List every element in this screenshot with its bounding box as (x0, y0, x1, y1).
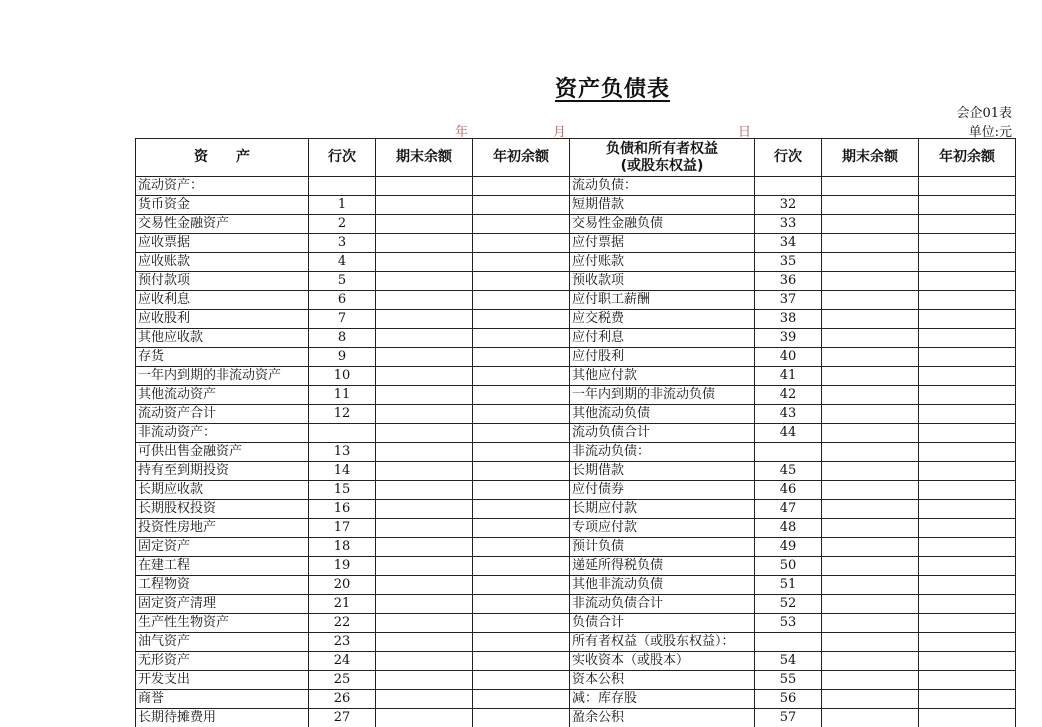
asset-name: 开发支出 (136, 671, 309, 690)
liability-end-balance[interactable] (822, 519, 919, 538)
table-row (136, 443, 1016, 462)
table-row (136, 215, 1016, 234)
liability-name: 非流动负债： (570, 443, 755, 462)
liability-line-no: 50 (755, 557, 822, 576)
asset-end-balance[interactable] (376, 291, 473, 310)
liability-end-balance[interactable] (822, 348, 919, 367)
liability-line-no: 38 (755, 310, 822, 329)
asset-line-no: 15 (309, 481, 376, 500)
asset-end-balance[interactable] (376, 367, 473, 386)
liability-line-no: 34 (755, 234, 822, 253)
liability-begin-balance[interactable] (919, 557, 1016, 576)
liability-end-balance[interactable] (822, 595, 919, 614)
liability-line-no: 57 (755, 709, 822, 727)
liability-end-balance[interactable] (822, 614, 919, 633)
liability-name: 流动负债合计 (570, 424, 755, 443)
asset-name: 商誉 (136, 690, 309, 709)
liability-name: 一年内到期的非流动负债 (570, 386, 755, 405)
table-row (136, 405, 1016, 424)
table-row (136, 177, 1016, 196)
liability-begin-balance[interactable] (919, 367, 1016, 386)
liability-name: 所有者权益（或股东权益）： (570, 633, 755, 652)
table-row (136, 652, 1016, 671)
liability-end-balance[interactable] (822, 215, 919, 234)
asset-end-balance[interactable] (376, 405, 473, 424)
table-row (136, 367, 1016, 386)
asset-begin-balance[interactable] (473, 443, 570, 462)
liability-name: 长期应付款 (570, 500, 755, 519)
liability-begin-balance[interactable] (919, 614, 1016, 633)
asset-name: 应收股利 (136, 310, 309, 329)
asset-begin-balance[interactable] (473, 500, 570, 519)
table-row (136, 595, 1016, 614)
asset-end-balance[interactable] (376, 595, 473, 614)
liability-begin-balance[interactable] (919, 709, 1016, 727)
asset-name: 货币资金 (136, 196, 309, 215)
liability-name: 预收款项 (570, 272, 755, 291)
asset-name: 应收利息 (136, 291, 309, 310)
liability-begin-balance[interactable] (919, 462, 1016, 481)
liability-line-no: 54 (755, 652, 822, 671)
asset-end-balance[interactable] (376, 652, 473, 671)
table-row (136, 500, 1016, 519)
header-end-right: 期末余额 (822, 139, 919, 177)
liability-name: 非流动负债合计 (570, 595, 755, 614)
table-row (136, 424, 1016, 443)
asset-line-no: 12 (309, 405, 376, 424)
liability-begin-balance[interactable] (919, 348, 1016, 367)
liability-begin-balance[interactable] (919, 690, 1016, 709)
liability-end-balance[interactable] (822, 671, 919, 690)
liability-begin-balance[interactable] (919, 310, 1016, 329)
asset-end-balance[interactable] (376, 177, 473, 196)
asset-line-no: 9 (309, 348, 376, 367)
liability-begin-balance[interactable] (919, 576, 1016, 595)
table-row (136, 234, 1016, 253)
asset-begin-balance[interactable] (473, 177, 570, 196)
asset-line-no: 22 (309, 614, 376, 633)
asset-end-balance[interactable] (376, 424, 473, 443)
table-row (136, 291, 1016, 310)
liability-name: 盈余公积 (570, 709, 755, 727)
asset-name: 存货 (136, 348, 309, 367)
asset-end-balance[interactable] (376, 576, 473, 595)
header-line-right: 行次 (755, 139, 822, 177)
asset-end-balance[interactable] (376, 386, 473, 405)
asset-end-balance[interactable] (376, 519, 473, 538)
asset-name: 油气资产 (136, 633, 309, 652)
asset-end-balance[interactable] (376, 348, 473, 367)
liability-end-balance[interactable] (822, 177, 919, 196)
asset-end-balance[interactable] (376, 709, 473, 727)
asset-end-balance[interactable] (376, 215, 473, 234)
table-row (136, 481, 1016, 500)
table-row (136, 272, 1016, 291)
asset-end-balance[interactable] (376, 272, 473, 291)
asset-end-balance[interactable] (376, 462, 473, 481)
asset-line-no: 16 (309, 500, 376, 519)
liability-line-no (755, 633, 822, 652)
liability-begin-balance[interactable] (919, 196, 1016, 215)
liability-line-no: 47 (755, 500, 822, 519)
asset-line-no: 17 (309, 519, 376, 538)
liability-end-balance[interactable] (822, 424, 919, 443)
asset-begin-balance[interactable] (473, 557, 570, 576)
header-begin-left: 年初余额 (473, 139, 570, 177)
asset-name: 流动资产合计 (136, 405, 309, 424)
asset-name: 流动资产： (136, 177, 309, 196)
liability-begin-balance[interactable] (919, 500, 1016, 519)
table-row (136, 633, 1016, 652)
asset-name: 固定资产 (136, 538, 309, 557)
asset-end-balance[interactable] (376, 671, 473, 690)
liability-end-balance[interactable] (822, 462, 919, 481)
table-row (136, 671, 1016, 690)
liability-begin-balance[interactable] (919, 177, 1016, 196)
liability-name: 应交税费 (570, 310, 755, 329)
liability-begin-balance[interactable] (919, 443, 1016, 462)
asset-end-balance[interactable] (376, 329, 473, 348)
asset-name: 在建工程 (136, 557, 309, 576)
liability-name: 长期借款 (570, 462, 755, 481)
asset-line-no: 19 (309, 557, 376, 576)
liability-end-balance[interactable] (822, 367, 919, 386)
liability-end-balance[interactable] (822, 633, 919, 652)
liability-begin-balance[interactable] (919, 215, 1016, 234)
asset-begin-balance[interactable] (473, 671, 570, 690)
asset-line-no (309, 177, 376, 196)
table-row (136, 709, 1016, 727)
liability-name: 其他流动负债 (570, 405, 755, 424)
table-row (136, 462, 1016, 481)
liability-begin-balance[interactable] (919, 272, 1016, 291)
asset-begin-balance[interactable] (473, 519, 570, 538)
liability-end-balance[interactable] (822, 196, 919, 215)
liability-name: 专项应付款 (570, 519, 755, 538)
asset-name: 应收账款 (136, 253, 309, 272)
asset-line-no: 21 (309, 595, 376, 614)
asset-begin-balance[interactable] (473, 633, 570, 652)
liability-name: 递延所得税负债 (570, 557, 755, 576)
liability-begin-balance[interactable] (919, 386, 1016, 405)
asset-begin-balance[interactable] (473, 348, 570, 367)
liability-begin-balance[interactable] (919, 253, 1016, 272)
asset-line-no: 23 (309, 633, 376, 652)
liability-line-no (755, 177, 822, 196)
asset-begin-balance[interactable] (473, 329, 570, 348)
liability-end-balance[interactable] (822, 538, 919, 557)
header-liab-line1: 负债和所有者权益 (572, 141, 752, 158)
liability-line-no: 32 (755, 196, 822, 215)
date-year-label: 年 (455, 121, 468, 140)
asset-name: 长期待摊费用 (136, 709, 309, 727)
liability-end-balance[interactable] (822, 500, 919, 519)
asset-begin-balance[interactable] (473, 595, 570, 614)
liability-name: 应付账款 (570, 253, 755, 272)
liability-line-no: 52 (755, 595, 822, 614)
asset-line-no: 24 (309, 652, 376, 671)
table-row (136, 538, 1016, 557)
liability-line-no: 37 (755, 291, 822, 310)
liability-line-no: 55 (755, 671, 822, 690)
liability-name: 交易性金融负债 (570, 215, 755, 234)
table-row (136, 329, 1016, 348)
asset-begin-balance[interactable] (473, 215, 570, 234)
liability-end-balance[interactable] (822, 386, 919, 405)
liability-name: 应付股利 (570, 348, 755, 367)
asset-name: 其他流动资产 (136, 386, 309, 405)
header-liab-line2: (或股东权益) (572, 158, 752, 175)
asset-end-balance[interactable] (376, 196, 473, 215)
asset-end-balance[interactable] (376, 481, 473, 500)
asset-name: 预付款项 (136, 272, 309, 291)
liability-begin-balance[interactable] (919, 538, 1016, 557)
liability-name: 减：库存股 (570, 690, 755, 709)
liability-line-no: 49 (755, 538, 822, 557)
header-row (136, 139, 1016, 177)
liability-end-balance[interactable] (822, 576, 919, 595)
asset-line-no: 11 (309, 386, 376, 405)
liability-begin-balance[interactable] (919, 519, 1016, 538)
liability-line-no: 44 (755, 424, 822, 443)
asset-begin-balance[interactable] (473, 196, 570, 215)
liability-end-balance[interactable] (822, 253, 919, 272)
asset-line-no: 20 (309, 576, 376, 595)
asset-name: 固定资产清理 (136, 595, 309, 614)
liability-name: 其他应付款 (570, 367, 755, 386)
form-code: 会企01表 (956, 102, 1012, 121)
liability-begin-balance[interactable] (919, 595, 1016, 614)
liability-name: 流动负债： (570, 177, 755, 196)
liability-end-balance[interactable] (822, 652, 919, 671)
asset-name: 工程物资 (136, 576, 309, 595)
asset-name: 无形资产 (136, 652, 309, 671)
asset-line-no: 25 (309, 671, 376, 690)
asset-end-balance[interactable] (376, 443, 473, 462)
liability-line-no: 41 (755, 367, 822, 386)
asset-name: 持有至到期投资 (136, 462, 309, 481)
asset-name: 其他应收款 (136, 329, 309, 348)
unit-label: 单位:元 (969, 121, 1012, 140)
asset-name: 生产性生物资产 (136, 614, 309, 633)
asset-line-no: 14 (309, 462, 376, 481)
liability-line-no: 53 (755, 614, 822, 633)
asset-begin-balance[interactable] (473, 367, 570, 386)
table-row (136, 386, 1016, 405)
liability-line-no: 35 (755, 253, 822, 272)
table-row (136, 310, 1016, 329)
asset-end-balance[interactable] (376, 557, 473, 576)
liability-line-no: 45 (755, 462, 822, 481)
asset-begin-balance[interactable] (473, 576, 570, 595)
asset-begin-balance[interactable] (473, 709, 570, 727)
date-month-label: 月 (553, 121, 566, 140)
asset-name: 可供出售金融资产 (136, 443, 309, 462)
asset-end-balance[interactable] (376, 633, 473, 652)
liability-begin-balance[interactable] (919, 329, 1016, 348)
liability-begin-balance[interactable] (919, 405, 1016, 424)
table-row (136, 614, 1016, 633)
asset-begin-balance[interactable] (473, 424, 570, 443)
liability-end-balance[interactable] (822, 329, 919, 348)
liability-end-balance[interactable] (822, 443, 919, 462)
liability-name: 其他非流动负债 (570, 576, 755, 595)
liability-name: 应付利息 (570, 329, 755, 348)
liability-line-no: 40 (755, 348, 822, 367)
asset-line-no: 13 (309, 443, 376, 462)
table-row (136, 557, 1016, 576)
asset-end-balance[interactable] (376, 234, 473, 253)
liability-end-balance[interactable] (822, 272, 919, 291)
liability-end-balance[interactable] (822, 481, 919, 500)
asset-end-balance[interactable] (376, 253, 473, 272)
asset-line-no: 1 (309, 196, 376, 215)
asset-begin-balance[interactable] (473, 538, 570, 557)
table-row (136, 690, 1016, 709)
liability-begin-balance[interactable] (919, 424, 1016, 443)
header-line-left: 行次 (309, 139, 376, 177)
asset-line-no: 2 (309, 215, 376, 234)
liability-end-balance[interactable] (822, 310, 919, 329)
liability-name: 负债合计 (570, 614, 755, 633)
liability-name: 实收资本（或股本） (570, 652, 755, 671)
asset-line-no: 10 (309, 367, 376, 386)
asset-line-no: 4 (309, 253, 376, 272)
date-day-label: 日 (738, 121, 751, 140)
asset-line-no: 5 (309, 272, 376, 291)
liability-line-no: 51 (755, 576, 822, 595)
asset-begin-balance[interactable] (473, 462, 570, 481)
asset-begin-balance[interactable] (473, 405, 570, 424)
liability-line-no: 56 (755, 690, 822, 709)
liability-line-no: 36 (755, 272, 822, 291)
asset-line-no: 26 (309, 690, 376, 709)
asset-begin-balance[interactable] (473, 291, 570, 310)
liability-line-no: 46 (755, 481, 822, 500)
liability-begin-balance[interactable] (919, 481, 1016, 500)
asset-line-no: 3 (309, 234, 376, 253)
asset-begin-balance[interactable] (473, 310, 570, 329)
table-row (136, 519, 1016, 538)
liability-name: 应付职工薪酬 (570, 291, 755, 310)
asset-end-balance[interactable] (376, 538, 473, 557)
liability-line-no: 33 (755, 215, 822, 234)
liability-begin-balance[interactable] (919, 633, 1016, 652)
liability-name: 应付债券 (570, 481, 755, 500)
page-title: 资产负债表 (0, 72, 1042, 103)
table-row (136, 196, 1016, 215)
liability-name: 应付票据 (570, 234, 755, 253)
asset-name: 一年内到期的非流动资产 (136, 367, 309, 386)
asset-name: 交易性金融资产 (136, 215, 309, 234)
liability-name: 资本公积 (570, 671, 755, 690)
asset-line-no: 27 (309, 709, 376, 727)
header-liabilities (570, 139, 755, 177)
liability-end-balance[interactable] (822, 557, 919, 576)
asset-name: 非流动资产： (136, 424, 309, 443)
header-assets: 资 产 (136, 139, 309, 177)
asset-name: 投资性房地产 (136, 519, 309, 538)
liability-line-no: 39 (755, 329, 822, 348)
asset-end-balance[interactable] (376, 500, 473, 519)
liability-end-balance[interactable] (822, 690, 919, 709)
header-begin-right: 年初余额 (919, 139, 1016, 177)
liability-line-no: 43 (755, 405, 822, 424)
liability-name: 预计负债 (570, 538, 755, 557)
liability-name: 短期借款 (570, 196, 755, 215)
liability-begin-balance[interactable] (919, 291, 1016, 310)
asset-begin-balance[interactable] (473, 386, 570, 405)
table-row (136, 253, 1016, 272)
liability-begin-balance[interactable] (919, 652, 1016, 671)
asset-begin-balance[interactable] (473, 253, 570, 272)
asset-end-balance[interactable] (376, 614, 473, 633)
table-row (136, 348, 1016, 367)
asset-name: 长期股权投资 (136, 500, 309, 519)
liability-end-balance[interactable] (822, 709, 919, 727)
liability-begin-balance[interactable] (919, 671, 1016, 690)
balance-sheet-table (135, 138, 1016, 727)
asset-end-balance[interactable] (376, 690, 473, 709)
asset-end-balance[interactable] (376, 310, 473, 329)
liability-end-balance[interactable] (822, 291, 919, 310)
liability-line-no (755, 443, 822, 462)
asset-line-no: 8 (309, 329, 376, 348)
liability-end-balance[interactable] (822, 405, 919, 424)
asset-name: 应收票据 (136, 234, 309, 253)
asset-line-no: 7 (309, 310, 376, 329)
liability-end-balance[interactable] (822, 234, 919, 253)
asset-begin-balance[interactable] (473, 652, 570, 671)
liability-line-no: 42 (755, 386, 822, 405)
asset-begin-balance[interactable] (473, 481, 570, 500)
asset-begin-balance[interactable] (473, 690, 570, 709)
asset-begin-balance[interactable] (473, 272, 570, 291)
header-end-left: 期末余额 (376, 139, 473, 177)
table-row (136, 576, 1016, 595)
asset-line-no: 6 (309, 291, 376, 310)
asset-begin-balance[interactable] (473, 234, 570, 253)
liability-begin-balance[interactable] (919, 234, 1016, 253)
asset-line-no: 18 (309, 538, 376, 557)
asset-name: 长期应收款 (136, 481, 309, 500)
asset-line-no (309, 424, 376, 443)
asset-begin-balance[interactable] (473, 614, 570, 633)
liability-line-no: 48 (755, 519, 822, 538)
